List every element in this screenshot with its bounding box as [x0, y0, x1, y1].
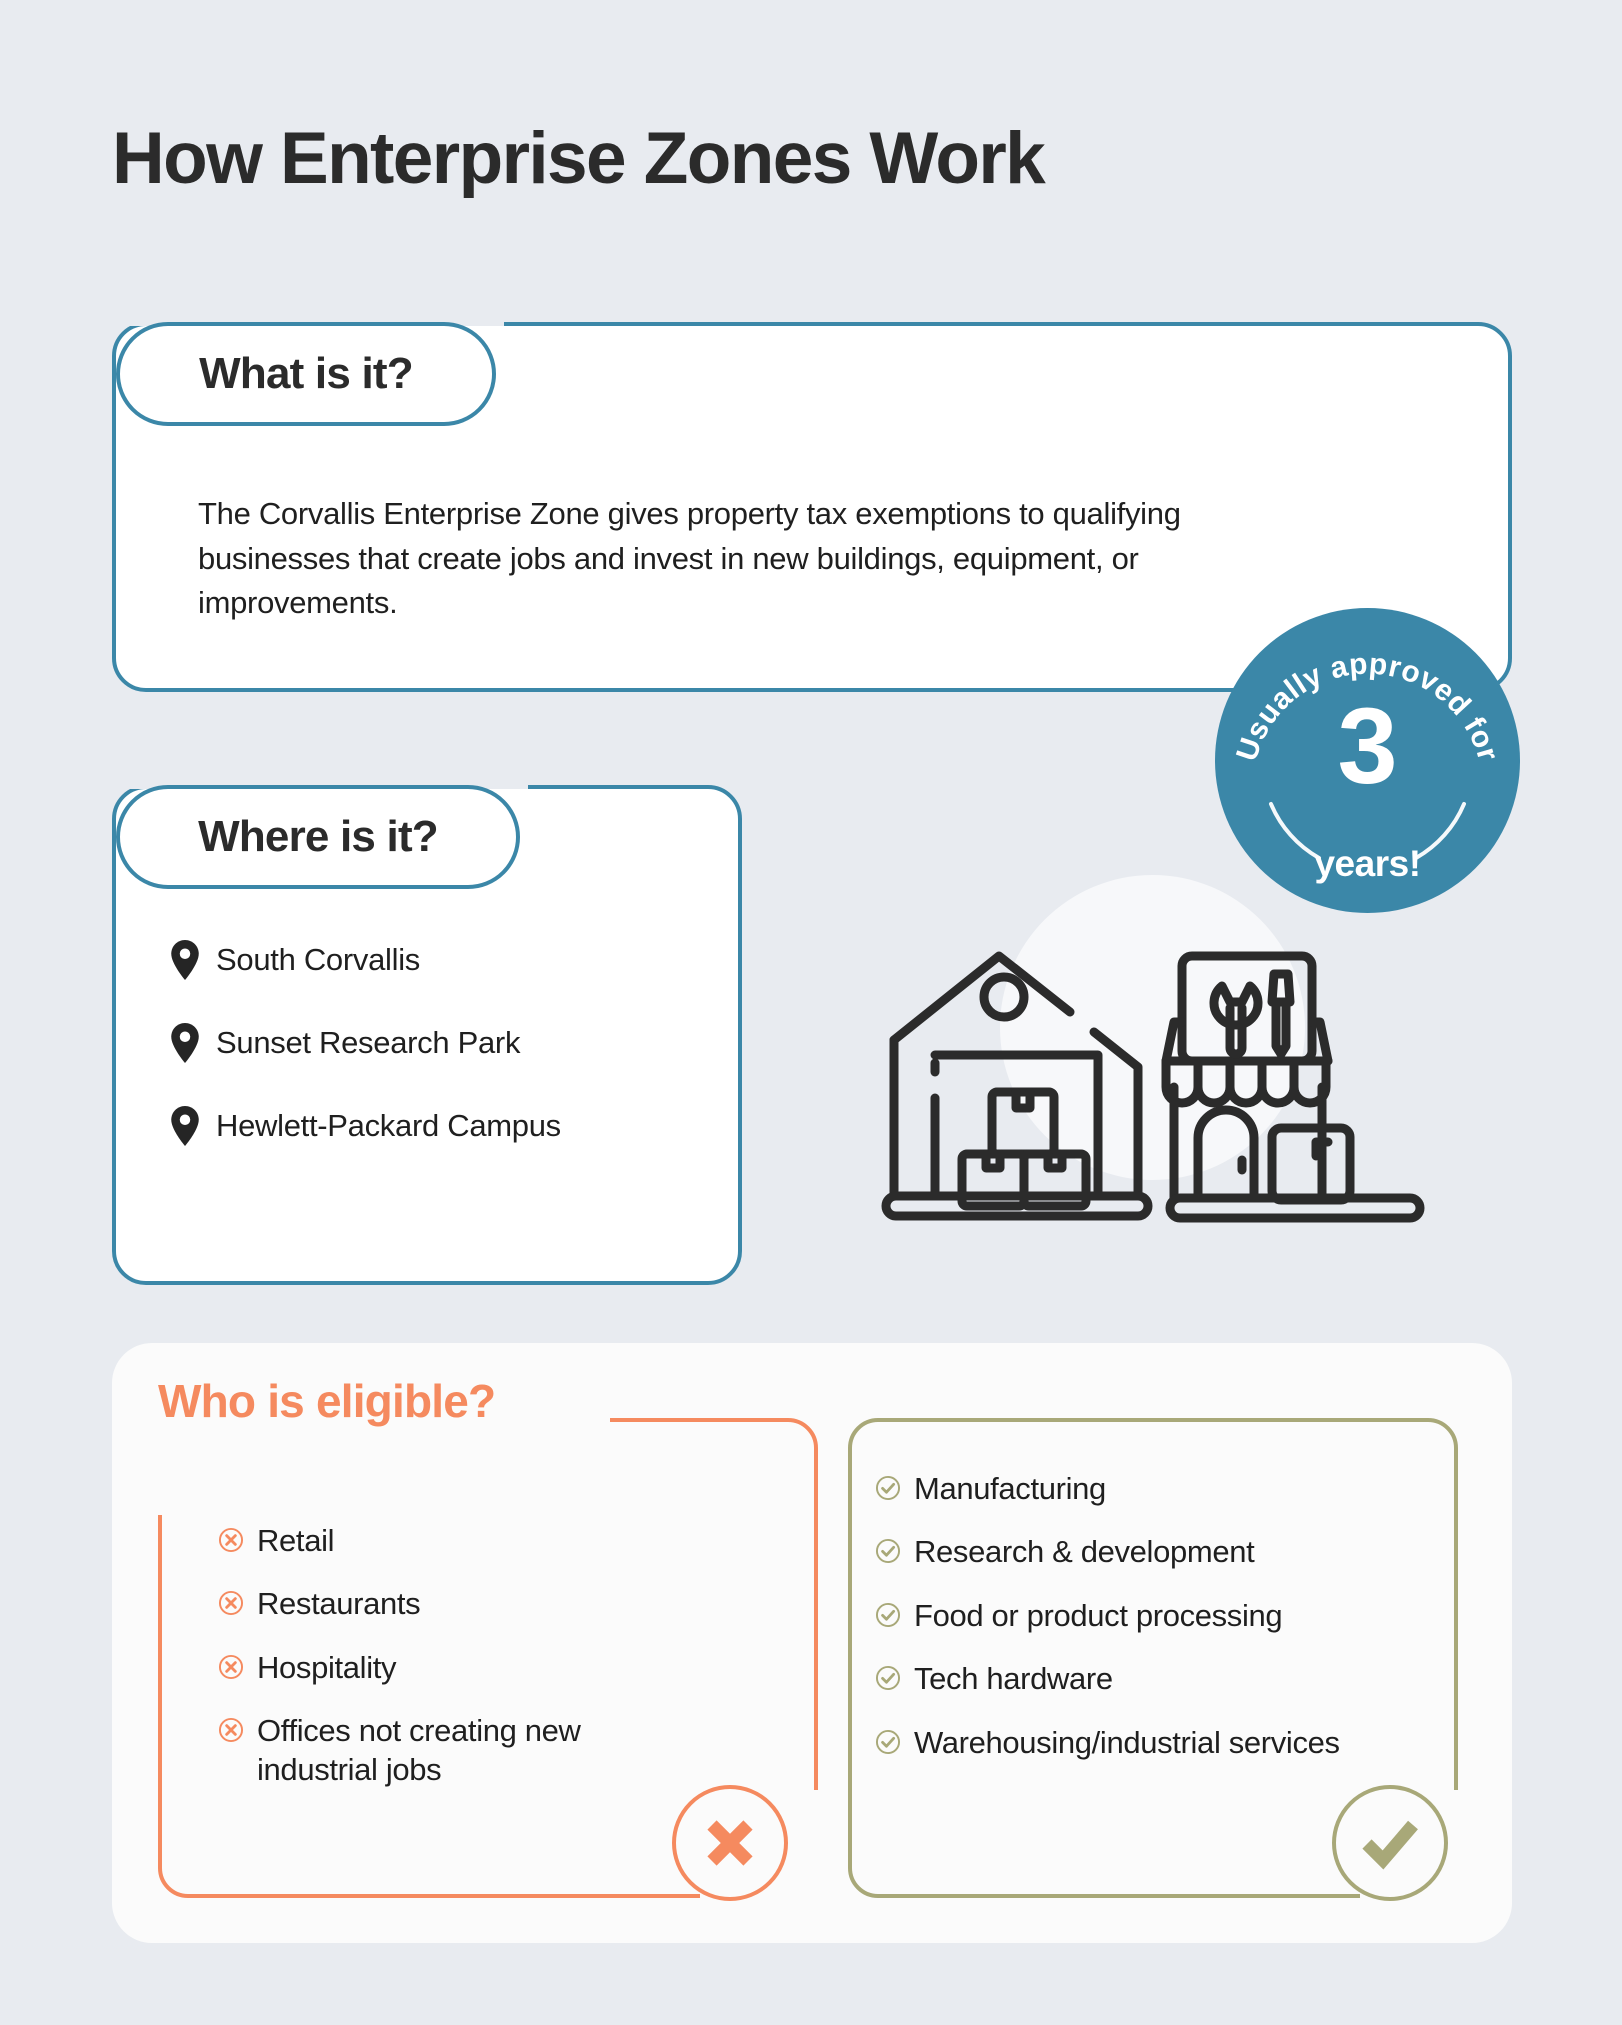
- not-eligible-label: Hospitality: [257, 1649, 397, 1685]
- list-item: [875, 1470, 1405, 1508]
- not-eligible-label: Offices not creating new industrial jobs: [257, 1713, 581, 1787]
- list-item: [218, 1522, 618, 1560]
- circle-check-icon: [875, 1538, 901, 1564]
- list-item: [875, 1660, 1405, 1698]
- shop-icon: [1166, 956, 1420, 1218]
- circle-check-icon: [875, 1602, 901, 1628]
- location-label: Hewlett-Packard Campus: [216, 1108, 561, 1143]
- list-item: [875, 1597, 1405, 1635]
- circle-x-icon: [218, 1527, 244, 1553]
- svg-text:Usually approved for: Usually approved for: [1230, 647, 1505, 765]
- list-item: [218, 1712, 618, 1789]
- not-eligible-box-right-gap: [800, 1790, 824, 1900]
- what-is-it-body-text: The Corvallis Enterprise Zone gives property tax exemptions to qualifying businesses that create jobs and invest in new buildings, equipment, or improvements.: [198, 496, 1181, 621]
- boxes-icon: [962, 1092, 1086, 1206]
- large-x-icon: [698, 1811, 762, 1875]
- circle-x-icon: [218, 1717, 244, 1743]
- large-check-icon: [1355, 1808, 1425, 1878]
- location-label: South Corvallis: [216, 942, 420, 977]
- eligible-badge: [1332, 1785, 1448, 1901]
- eligible-label: Food or product processing: [914, 1597, 1283, 1633]
- circle-x-icon: [218, 1590, 244, 1616]
- circle-x-icon: [218, 1654, 244, 1680]
- warehouse-icon: [886, 956, 1148, 1216]
- eligible-label: Tech hardware: [914, 1661, 1113, 1697]
- list-item: [218, 1585, 618, 1623]
- not-eligible-badge: [672, 1785, 788, 1901]
- wrench-icon: [1214, 986, 1258, 1054]
- circle-check-icon: [875, 1665, 901, 1691]
- eligible-label: Warehousing/industrial services: [914, 1724, 1340, 1760]
- what-is-it-label-pill: [116, 322, 496, 426]
- not-eligible-list: [218, 1522, 618, 1814]
- list-item: [170, 1106, 561, 1146]
- list-item: [218, 1649, 618, 1687]
- circle-check-icon: [875, 1475, 901, 1501]
- map-pin-icon: [170, 1106, 200, 1146]
- badge-number: 3: [1337, 685, 1398, 806]
- eligible-label: Manufacturing: [914, 1471, 1106, 1506]
- map-pin-icon: [170, 940, 200, 980]
- buildings-illustration: [880, 920, 1440, 1230]
- approval-duration-badge: [1215, 608, 1520, 913]
- eligible-label: Research & development: [914, 1534, 1255, 1570]
- not-eligible-label: Retail: [257, 1523, 335, 1558]
- where-is-it-label-pill: [116, 785, 520, 889]
- locations-list: [170, 940, 561, 1189]
- list-item: [170, 940, 561, 980]
- page-title: How Enterprise Zones Work: [112, 118, 1045, 199]
- eligible-list: [875, 1470, 1405, 1787]
- map-pin-icon: [170, 1023, 200, 1063]
- eligibility-heading: Who is eligible?: [158, 1374, 515, 1428]
- what-is-it-label: What is it?: [199, 349, 413, 398]
- screwdriver-icon: [1272, 974, 1290, 1054]
- list-item: [875, 1724, 1405, 1762]
- list-item: [875, 1533, 1405, 1571]
- location-label: Sunset Research Park: [216, 1025, 521, 1060]
- list-item: [170, 1023, 561, 1063]
- circle-check-icon: [875, 1729, 901, 1755]
- not-eligible-label: Restaurants: [257, 1586, 421, 1622]
- where-is-it-label: Where is it?: [198, 812, 438, 861]
- badge-years-label: years!: [1314, 843, 1421, 884]
